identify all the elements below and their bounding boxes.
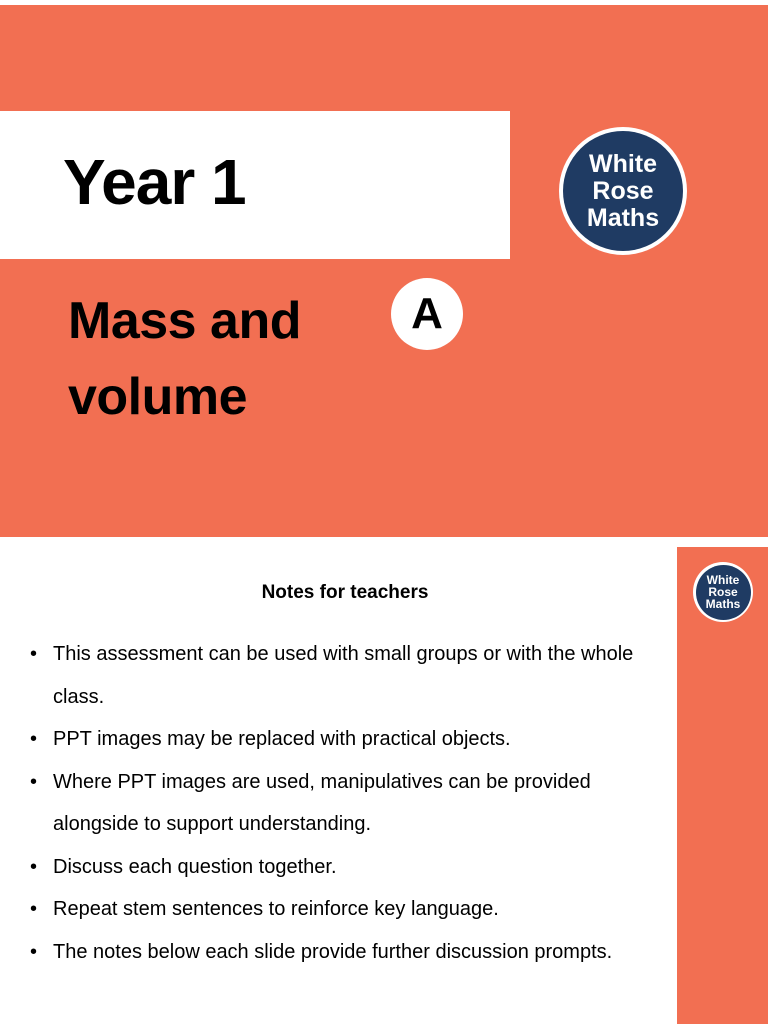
- logo-badge: [563, 131, 683, 251]
- logo-text-rose: Rose: [592, 176, 654, 205]
- logo-text-rose: Rose: [708, 585, 738, 599]
- list-item: • Discuss each question together.: [30, 846, 670, 889]
- list-item: • The notes below each slide provide further discussion prompts.: [30, 931, 670, 974]
- logo-text-white: White: [706, 573, 740, 587]
- notes-list: [30, 633, 670, 973]
- white-rose-maths-logo-small: [693, 562, 753, 622]
- list-item: • PPT images may be replaced with practical objects.: [30, 718, 670, 761]
- notes-heading: Notes for teachers: [261, 582, 429, 603]
- logo-text-white: White: [588, 149, 658, 178]
- cover-slide: [0, 5, 768, 537]
- topic-line-2: volume: [68, 368, 248, 426]
- logo-badge-small: [696, 565, 751, 620]
- version-badge: A: [391, 278, 463, 350]
- logo-text-maths: Maths: [705, 597, 741, 611]
- logo-text-maths: Maths: [586, 203, 660, 232]
- topic-line-1: Mass and: [68, 292, 301, 350]
- white-rose-maths-logo: [559, 127, 687, 255]
- list-item: • This assessment can be used with small groups or with the whole class.: [30, 633, 670, 718]
- topic-title: [68, 283, 301, 435]
- list-item: • Repeat stem sentences to reinforce key language.: [30, 888, 670, 931]
- year-title: Year 1: [63, 146, 246, 218]
- list-item: • Where PPT images are used, manipulatives can be provided alongside to support understanding.: [30, 761, 670, 846]
